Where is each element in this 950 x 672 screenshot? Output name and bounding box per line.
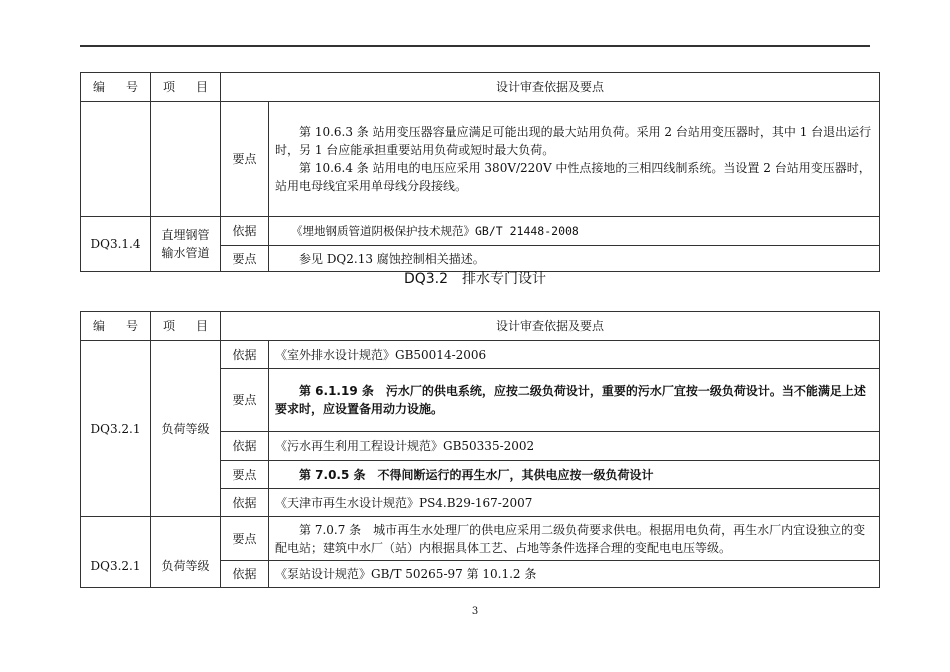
row-type: 要点 [221,246,269,272]
row-content: 参见 DQ2.13 腐蚀控制相关描述。 [269,246,880,272]
header-item: 项 目 [151,312,221,341]
row-type: 依据 [221,341,269,369]
row-content: 《污水再生利用工程设计规范》GB50335-2002 [269,432,880,461]
row-type: 要点 [221,461,269,489]
row-item [151,102,221,217]
table-row [81,517,880,561]
header-id: 编 号 [81,73,151,102]
row-content: 《泵站设计规范》GB/T 50265-97 第 10.1.2 条 [269,561,880,588]
table-row [81,102,880,217]
row-type: 依据 [221,217,269,246]
row-content: 《埋地钢质管道阴极保护技术规范》GB/T 21448-2008 [269,217,880,246]
table-row [81,341,880,369]
row-content: 《室外排水设计规范》GB50014-2006 [269,341,880,369]
row-content: 第 10.6.3 条 站用变压器容量应满足可能出现的最大站用负荷。采用 2 台站用变压器时，其中 1 台退出运行时，另 1 台应能承担重要站用负荷或短时最大负荷。 第 10.6.4 条 站用电的电压应采用 380V/220V 中性点接地的三相四线制系统。当设置 2 台站用变压器时，站用电母线宜采用单母线分段接线。 [269,102,880,217]
table-header [81,73,880,102]
row-type: 依据 [221,489,269,517]
row-item: 负荷等级 [151,341,221,517]
row-id: DQ3.2.1 [81,341,151,517]
row-type: 要点 [221,369,269,432]
header-item: 项 目 [151,73,221,102]
table-row [81,217,880,246]
header-rule [80,45,870,47]
review-table-1 [80,72,880,272]
row-content: 第 6.1.19 条 污水厂的供电系统，应按二级负荷设计，重要的污水厂宜按一级负荷设计。当不能满足上述要求时，应设置备用动力设施。 [269,369,880,432]
page-number: 3 [471,606,479,617]
table-header [81,312,880,341]
row-type: 依据 [221,432,269,461]
row-id [81,102,151,217]
row-type: 要点 [221,102,269,217]
row-id: DQ3.1.4 [81,217,151,272]
row-content: 《天津市再生水设计规范》PS4.B29-167-2007 [269,489,880,517]
review-table-2 [80,311,880,588]
row-item: 直埋钢管输水管道 [151,217,221,272]
header-basis: 设计审查依据及要点 [221,73,880,102]
row-content: 第 7.0.7 条 城市再生水处理厂的供电应采用二级负荷要求供电。根据用电负荷，再生水厂内宜设独立的变配电站；建筑中水厂（站）内根据具体工艺、占地等条件选择合理的变配电电压等级。 [269,517,880,561]
section-title: DQ3.2 排水专门设计 [403,271,547,287]
row-content: 第 7.0.5 条 不得间断运行的再生水厂，其供电应按一级负荷设计 [269,461,880,489]
row-item: 负荷等级 [151,517,221,588]
row-id: DQ3.2.1 [81,517,151,588]
row-type: 要点 [221,517,269,561]
header-basis: 设计审查依据及要点 [221,312,880,341]
row-type: 依据 [221,561,269,588]
header-id: 编 号 [81,312,151,341]
